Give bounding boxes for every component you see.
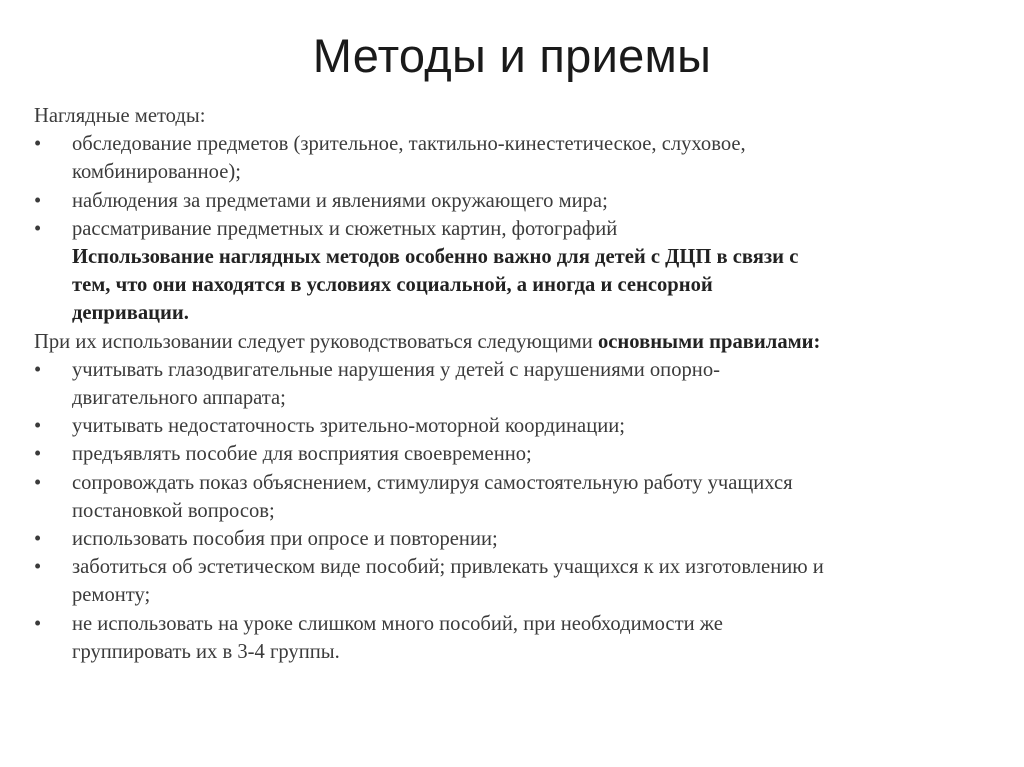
list-item-text: учитывать глазодвигательные нарушения у детей с нарушениями опорно- xyxy=(72,358,720,381)
list-item-text: учитывать недостаточность зрительно-моторной координации; xyxy=(72,415,625,438)
list-item-text: обследование предметов (зрительное, тактильно-кинестетическое, слуховое, xyxy=(72,133,746,156)
rules-intro-emphasis: основными правилами: xyxy=(597,330,821,353)
list-item xyxy=(34,610,1014,666)
rules-intro xyxy=(34,328,1014,356)
visual-methods-note xyxy=(34,243,1014,328)
list-item-text: не использовать на уроке слишком много пособий, при необходимости же xyxy=(72,612,723,635)
bullet-icon: • xyxy=(34,556,42,579)
bullet-icon: • xyxy=(34,217,42,240)
slide-body xyxy=(34,102,1014,666)
note-line: Использование наглядных методов особенно важно для детей с ДЦП в связи с xyxy=(72,246,799,269)
bullet-icon: • xyxy=(34,612,42,635)
list-item-text: заботиться об эстетическом виде пособий; привлекать учащихся к их изготовлению и xyxy=(72,556,824,579)
bullet-icon: • xyxy=(34,528,42,551)
bullet-icon: • xyxy=(34,415,42,438)
visual-methods-heading: Наглядные методы: xyxy=(34,105,206,127)
list-item xyxy=(34,187,1014,215)
list-item-text: предъявлять пособие для восприятия своевременно; xyxy=(72,443,532,466)
list-item-text: использовать пособия при опросе и повторении; xyxy=(72,528,498,551)
note-line: тем, что они находятся в условиях социальной, а иногда и сенсорной xyxy=(72,274,713,297)
list-item xyxy=(34,356,1014,412)
note-line: депривации. xyxy=(72,302,189,325)
list-item xyxy=(34,469,1014,525)
list-item-text: наблюдения за предметами и явлениями окружающего мира; xyxy=(72,189,608,212)
list-item-text: постановкой вопросов; xyxy=(72,499,275,522)
list-item-text: группировать их в 3-4 группы. xyxy=(72,640,340,663)
list-item xyxy=(34,215,1014,243)
bullet-icon: • xyxy=(34,471,42,494)
list-item xyxy=(34,525,1014,553)
bullet-icon: • xyxy=(34,189,42,212)
list-item xyxy=(34,440,1014,468)
slide-title: Методы и приемы xyxy=(312,29,712,82)
bullet-icon: • xyxy=(34,133,42,156)
list-item xyxy=(34,412,1014,440)
list-item-text: комбинированное); xyxy=(72,161,241,184)
list-item-text: сопровождать показ объяснением, стимулируя самостоятельную работу учащихся xyxy=(72,471,793,494)
list-item-text: ремонту; xyxy=(72,584,151,607)
list-item-text: двигательного аппарата; xyxy=(72,387,286,410)
list-item xyxy=(34,553,1014,609)
bullet-icon: • xyxy=(34,358,42,381)
list-item xyxy=(34,130,1014,186)
bullet-icon: • xyxy=(34,443,42,466)
rules-intro-text: При их использовании следует руководствоваться следующими xyxy=(34,330,598,353)
list-item-text: рассматривание предметных и сюжетных картин, фотографий xyxy=(72,217,618,240)
